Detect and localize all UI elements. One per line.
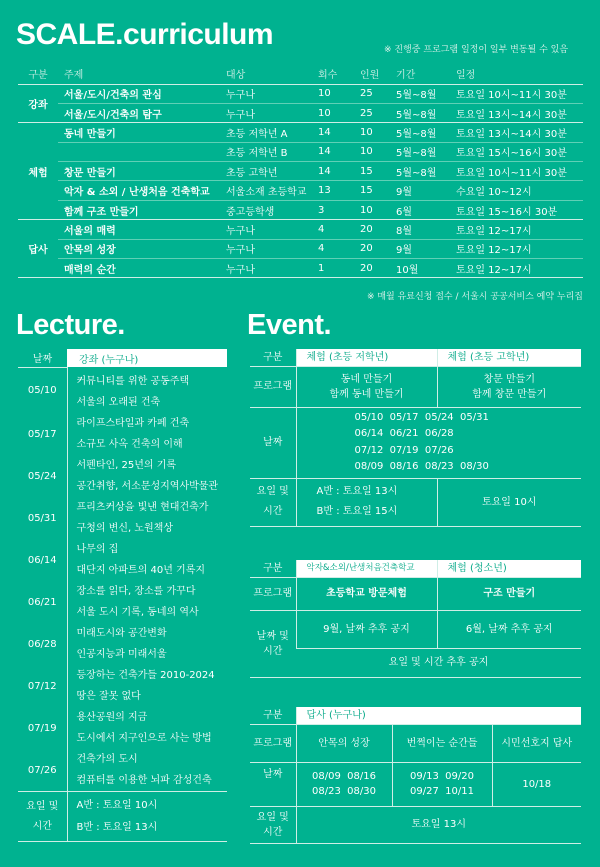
column-header: 구분	[18, 64, 58, 84]
date-label: 날짜	[250, 407, 296, 478]
topic-cell	[58, 142, 226, 161]
lecture-topic: 등장하는 건축가들 2010-2024	[76, 670, 215, 681]
time-label: 요일 및	[256, 811, 289, 823]
time-upper: 토요일 10시	[437, 478, 581, 526]
program-label: 프로그램	[250, 577, 296, 610]
category-label: 구분	[250, 707, 296, 724]
sessions-cell: 4	[318, 239, 360, 258]
time-a: A반 : 토요일 13시	[316, 486, 398, 497]
lecture-session	[18, 455, 227, 497]
header-youth: 체험 (청소년)	[437, 560, 581, 577]
date-line: 09/27 10/11	[410, 786, 474, 797]
table-row	[18, 162, 583, 181]
session-date: 06/28	[18, 623, 67, 665]
capacity-cell: 20	[360, 239, 396, 258]
lecture-session	[18, 413, 227, 455]
time-label: 시간	[263, 826, 283, 838]
lecture-times	[67, 792, 227, 842]
session-topics	[67, 413, 227, 455]
category-cell: 답사	[18, 220, 58, 278]
program-item: 동네 만들기	[340, 373, 393, 385]
lecture-title: Lecture.	[16, 309, 125, 341]
sessions-cell: 14	[318, 142, 360, 161]
program-item: 구조 만들기	[437, 577, 581, 610]
header-tour: 답사 (누구나)	[296, 707, 581, 724]
sessions-cell: 10	[318, 103, 360, 122]
table-row	[18, 84, 583, 103]
schedule-cell: 토요일 15시~16시 30분	[456, 142, 583, 161]
date-youth: 6월, 날짜 추후 공지	[437, 610, 581, 648]
sessions-cell: 3	[318, 200, 360, 219]
lecture-topic: 용산공원의 지금	[76, 712, 148, 723]
lecture-topic: 도시에서 지구인으로 사는 방법	[76, 733, 212, 744]
table-row	[18, 181, 583, 200]
period-cell: 5월~8월	[396, 123, 456, 142]
session-topics	[67, 665, 227, 707]
lecture-topic: 서펜타인, 25년의 기록	[76, 460, 177, 471]
period-cell: 5월~8월	[396, 103, 456, 122]
schedule-cell: 토요일 12~17시	[456, 259, 583, 278]
topic-cell: 매력의 순간	[58, 259, 226, 278]
schedule-notice: ※ 진행중 프로그램 일정이 일부 변동될 수 있음	[384, 45, 569, 55]
period-cell: 9월	[396, 181, 456, 200]
date-line: 06/14 06/21 06/28	[354, 428, 454, 439]
column-header: 인원	[360, 64, 396, 84]
lecture-topic: 공간취향, 서소문성지역사박물관	[76, 481, 219, 492]
table-row	[18, 259, 583, 278]
program-item: 함께 동네 만들기	[329, 388, 404, 400]
date-label: 시간	[263, 645, 283, 657]
lecture-session	[18, 581, 227, 623]
session-topics	[67, 581, 227, 623]
session-date: 05/10	[18, 367, 67, 413]
session-topics	[67, 707, 227, 749]
schedule-cell: 토요일 10시~11시 30분	[456, 84, 583, 103]
event-table-youth	[250, 560, 581, 678]
table-row	[18, 123, 583, 142]
sessions-cell: 10	[318, 84, 360, 103]
sessions-cell: 14	[318, 123, 360, 142]
curriculum-table	[18, 64, 583, 278]
column-header: 대상	[226, 64, 318, 84]
program-item: 초등학교 방문체험	[296, 577, 437, 610]
capacity-cell: 25	[360, 84, 396, 103]
target-cell: 초등 저학년 A	[226, 123, 318, 142]
target-cell: 누구나	[226, 103, 318, 122]
lecture-session	[18, 367, 227, 413]
session-topics	[67, 539, 227, 581]
lecture-topic: 나무의 집	[76, 544, 119, 555]
header-upper-grades: 체험 (초등 고학년)	[437, 349, 581, 366]
lecture-time: B반 : 토요일 13시	[76, 821, 158, 833]
capacity-cell: 15	[360, 162, 396, 181]
period-cell: 5월~8월	[396, 142, 456, 161]
capacity-cell: 10	[360, 142, 396, 161]
lecture-table	[18, 349, 227, 842]
lecture-topic: 장소를 읽다, 장소를 가꾸다	[76, 586, 196, 597]
lecture-topic: 대단지 아파트의 40년 기록지	[76, 565, 206, 576]
capacity-cell: 15	[360, 181, 396, 200]
lecture-topic: 소규모 사옥 건축의 이해	[76, 439, 183, 450]
session-topics	[67, 623, 227, 665]
table-row	[18, 200, 583, 219]
period-cell: 6월	[396, 200, 456, 219]
lecture-session	[18, 749, 227, 792]
time-label-line: 요일 및	[26, 800, 59, 812]
category-label: 구분	[250, 349, 296, 366]
capacity-cell: 25	[360, 103, 396, 122]
event-table-tour	[250, 707, 581, 844]
time-notice: 요일 및 시간 추후 공지	[296, 648, 581, 677]
schedule-cell: 토요일 12~17시	[456, 220, 583, 239]
lecture-header	[18, 349, 227, 367]
lecture-time-row	[18, 792, 227, 842]
header-lower-grades: 체험 (초등 저학년)	[296, 349, 437, 366]
lecture-session	[18, 623, 227, 665]
lecture-session	[18, 539, 227, 581]
header-school: 악자&소외/난생처음건축학교	[296, 560, 437, 577]
category-label: 구분	[250, 560, 296, 577]
time-b: B반 : 토요일 15시	[316, 506, 398, 517]
lecture-topic: 땅은 잘못 없다	[76, 691, 141, 702]
target-cell: 누구나	[226, 239, 318, 258]
date-line: 08/23 08/30	[312, 786, 376, 797]
curriculum-footnote: ※ 매월 유료신청 접수 / 서울시 공공서비스 예약 누리집	[366, 292, 583, 302]
capacity-cell: 10	[360, 200, 396, 219]
date-line: 08/09 08/16 08/23 08/30	[354, 461, 489, 472]
target-cell: 서울소재 초등학교	[226, 181, 318, 200]
session-topics	[67, 367, 227, 413]
target-cell: 누구나	[226, 259, 318, 278]
target-cell: 초등 저학년 B	[226, 142, 318, 161]
session-date: 06/21	[18, 581, 67, 623]
schedule-cell: 토요일 13시~14시 30분	[456, 103, 583, 122]
topic-cell: 함께 구조 만들기	[58, 200, 226, 219]
date-line: 08/09 08/16	[312, 771, 376, 782]
schedule-cell: 수요일 10~12시	[456, 181, 583, 200]
column-header: 기간	[396, 64, 456, 84]
program-item: 함께 창문 만들기	[472, 388, 547, 400]
topic-cell: 안목의 성장	[58, 239, 226, 258]
schedule-cell: 토요일 10시~11시 30분	[456, 162, 583, 181]
category-cell: 체험	[18, 123, 58, 220]
lecture-topic: 건축가의 도시	[76, 754, 138, 765]
column-header: 회수	[318, 64, 360, 84]
topic-cell: 서울/도시/건축의 관심	[58, 84, 226, 103]
table-row	[18, 142, 583, 161]
sessions-cell: 14	[318, 162, 360, 181]
target-cell: 누구나	[226, 220, 318, 239]
period-cell: 5월~8월	[396, 84, 456, 103]
schedule-cell: 토요일 13시~14시 30분	[456, 123, 583, 142]
course-header: 강좌 (누구나)	[67, 349, 227, 367]
session-date: 06/14	[18, 539, 67, 581]
program-item: 시민선호지 답사	[492, 724, 581, 762]
session-date: 05/17	[18, 413, 67, 455]
lecture-session	[18, 707, 227, 749]
program-item: 안목의 성장	[296, 724, 392, 762]
lecture-session	[18, 497, 227, 539]
lecture-topic: 커뮤니티를 위한 공동주택	[76, 376, 190, 387]
target-cell: 누구나	[226, 84, 318, 103]
lecture-topic: 인공지능과 미래서울	[76, 649, 167, 660]
table-row	[18, 103, 583, 122]
session-topics	[67, 497, 227, 539]
session-date: 05/24	[18, 455, 67, 497]
capacity-cell: 10	[360, 123, 396, 142]
topic-cell: 동네 만들기	[58, 123, 226, 142]
time-tour: 토요일 13시	[296, 806, 581, 843]
lecture-session	[18, 665, 227, 707]
program-item: 번쩍이는 순간들	[392, 724, 492, 762]
sessions-cell: 4	[318, 220, 360, 239]
period-cell: 9월	[396, 239, 456, 258]
capacity-cell: 20	[360, 259, 396, 278]
period-cell: 5월~8월	[396, 162, 456, 181]
time-label: 요일 및	[256, 486, 289, 497]
session-date: 07/19	[18, 707, 67, 749]
topic-cell: 악자 & 소외 / 난생처음 건축학교	[58, 181, 226, 200]
lecture-topic: 서울 도시 기록, 동네의 역사	[76, 607, 199, 618]
schedule-cell: 토요일 15~16시 30분	[456, 200, 583, 219]
time-label	[18, 792, 67, 842]
session-date: 07/26	[18, 749, 67, 792]
topic-cell: 서울/도시/건축의 탐구	[58, 103, 226, 122]
lecture-topic: 구청의 변신, 노원책상	[76, 523, 173, 534]
period-cell: 8월	[396, 220, 456, 239]
topic-cell: 서울의 매력	[58, 220, 226, 239]
program-label: 프로그램	[250, 724, 296, 762]
sessions-cell: 13	[318, 181, 360, 200]
date-line: 07/12 07/19 07/26	[354, 444, 454, 456]
column-header: 일정	[456, 64, 583, 84]
target-cell: 초등 고학년	[226, 162, 318, 181]
sessions-cell: 1	[318, 259, 360, 278]
lecture-topic: 라이프스타일과 카페 건축	[76, 418, 190, 429]
lecture-topic: 컴퓨터를 이용한 뇌파 감성건축	[76, 775, 212, 786]
lecture-topic: 미래도시와 공간변화	[76, 628, 167, 639]
page-title: SCALE.curriculum	[16, 18, 274, 51]
table-row	[18, 220, 583, 239]
program-item: 창문 만들기	[483, 373, 535, 385]
topic-cell: 창문 만들기	[58, 162, 226, 181]
event-table-children	[250, 349, 581, 527]
category-cell: 강좌	[18, 84, 58, 123]
program-label: 프로그램	[250, 366, 296, 407]
date-label: 날짜	[250, 762, 296, 806]
session-date: 05/31	[18, 497, 67, 539]
capacity-cell: 20	[360, 220, 396, 239]
lecture-time: A반 : 토요일 10시	[76, 799, 158, 811]
time-label: 시간	[263, 506, 283, 517]
date-header: 날짜	[18, 349, 67, 367]
session-date: 07/12	[18, 665, 67, 707]
target-cell: 중고등학생	[226, 200, 318, 219]
table-row	[18, 239, 583, 258]
curriculum-header-row	[18, 64, 583, 84]
session-topics	[67, 455, 227, 497]
date-label: 날짜 및	[256, 630, 289, 642]
lecture-topic: 서울의 오래된 건축	[76, 397, 161, 408]
date-school: 9월, 날짜 추후 공지	[296, 610, 437, 648]
date-line: 09/13 09/20	[410, 771, 474, 782]
schedule-cell: 토요일 12~17시	[456, 239, 583, 258]
lecture-topic: 프리츠커상을 빛낸 현대건축가	[76, 502, 209, 513]
period-cell: 10월	[396, 259, 456, 278]
session-topics	[67, 749, 227, 792]
date-line: 10/18	[492, 762, 581, 806]
event-title: Event.	[247, 309, 332, 341]
column-header: 주제	[58, 64, 226, 84]
time-label-line: 시간	[32, 820, 52, 832]
date-line: 05/10 05/17 05/24 05/31	[354, 411, 489, 423]
